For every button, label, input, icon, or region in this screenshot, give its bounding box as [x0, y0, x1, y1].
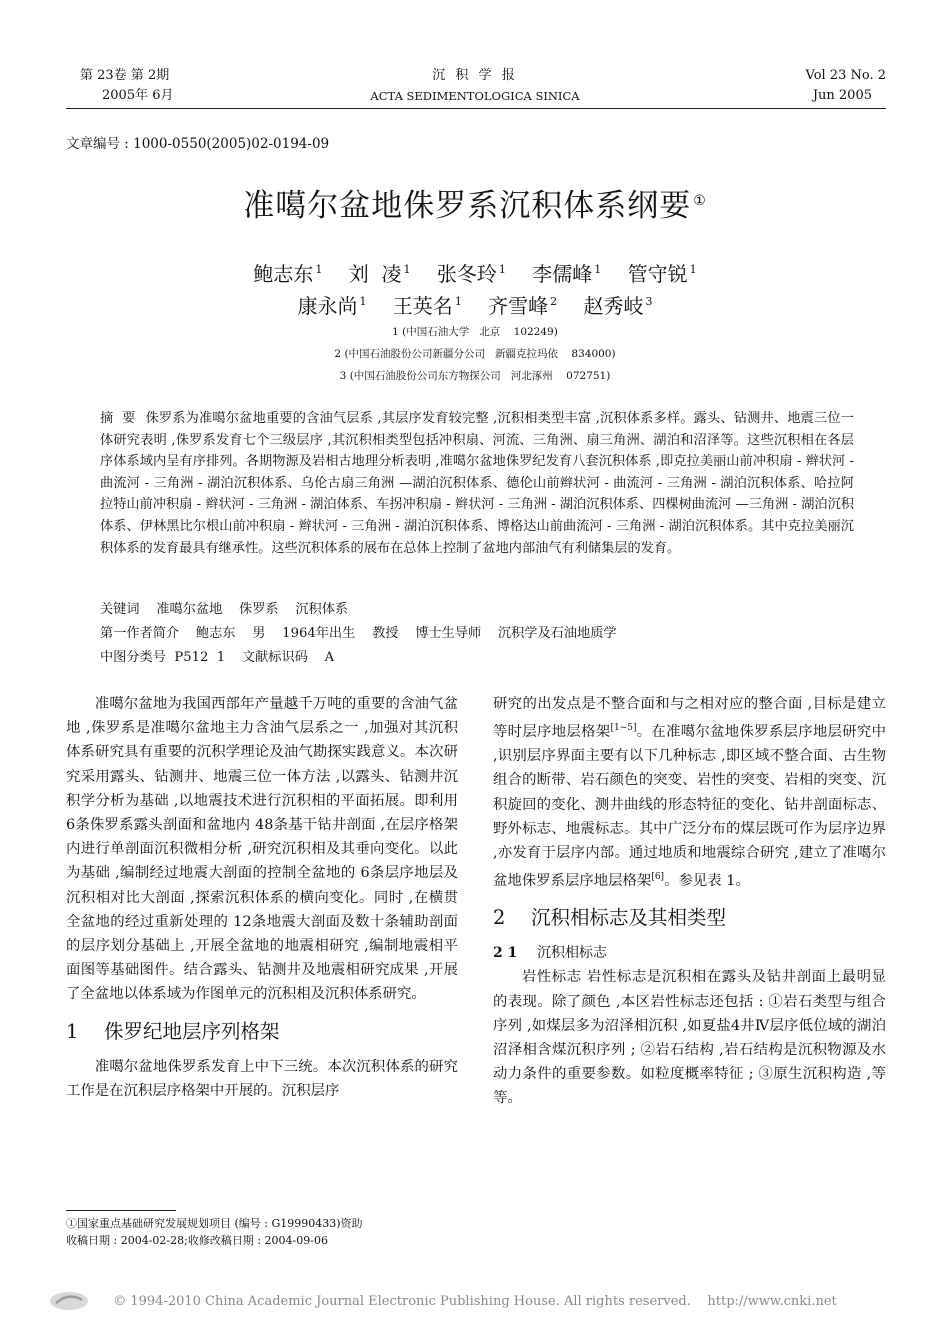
title-footnote-marker: ① — [693, 192, 707, 209]
author: 刘 凌 $^1$ — [348, 262, 411, 286]
section-2-title: 沉积相标志及其相类型 — [531, 906, 727, 930]
subsection-2-1-number: 2 1 — [493, 945, 518, 962]
sequence-paragraph: 研究的出发点是不整合面和与之相对应的整合面 ,目标是建立等时层序地层格架[1~5]。在准噶尔盆地侏罗系层序地层研究中 ,识别层序界面主要有以下几种标志 ,即区域不整合面、古生物组合的断带、岩石颜色的突变、岩性的突变、岩相的突变、沉积旋回的变化、测井曲线的形态特征的变化、钻井剖面标志、野外标志、地震标志。其中广泛分布的煤层既可作为层序边界 ,亦发育于层序内部。通过地质和地震综合研究 ,建立了准噶尔盆地侏罗系层序地层格架[6]。参见表 1。 — [493, 696, 886, 890]
journal-name — [330, 66, 620, 106]
author: 管守锐 $^1$ — [627, 262, 697, 286]
subsection-2-1-heading — [493, 941, 886, 965]
section-1-title: 侏罗纪地层序列格架 — [104, 1019, 280, 1043]
abstract-label: 摘 要 — [100, 411, 136, 426]
footnote-rule — [66, 1210, 176, 1211]
authors-row-2 — [0, 290, 950, 319]
article-number: 文章编号 : 1000-0550(2005)02-0194-09 — [66, 136, 330, 152]
section-1-number: 1 — [66, 1019, 79, 1043]
classification: 中图分类号 P512 1 文献标识码 A — [100, 650, 335, 665]
lithology-paragraph: 岩性标志 岩性标志是沉积相在露头及钻井剖面上最明显的表现。除了颜色 ,本区岩性标志还包括 : ①岩石类型与组合序列 ,如煤层多为沼泽相沉积 ,如夏盐4井Ⅳ层序低位域的湖泊沼泽相含煤沉积序列 ; ②岩石结构 ,岩石结构是沉积物源及水动力条件的重要参数。如粒度概率特征 ; ③原生沉积构造 ,等等。 — [493, 969, 886, 1107]
affiliation-3: 3 (中国石油股份公司东方物探公司 河北涿州 072751) — [339, 370, 611, 382]
paper-title — [0, 180, 950, 225]
affiliation-2: 2 (中国石油股份公司新疆分公司 新疆克拉玛依 834000) — [334, 348, 616, 360]
author: 赵秀岐 $^3$ — [583, 294, 653, 318]
intro-paragraph: 准噶尔盆地为我国西部年产量越千万吨的重要的含油气盆地 ,侏罗系是准噶尔盆地主力含油气层系之一 ,加强对其沉积体系研究具有重要的沉积学理论及油气勘探实践意义。本次研究采用露头、钻测井、地震三位一体方法 ,以露头、钻测井沉积学分析为基础 ,以地震技术进行沉积相的平面拓展。即利用 6条侏罗系露头剖面和盆地内 48条基干钻井剖面 ,在层序格架内进行单剖面沉积微相分析 ,研究沉积相及其垂向变化。以此为基础 ,编制经过地震大剖面的控制全盆地的 6条层序地层及沉积相对比大剖面 ,探索沉积体系的横向变化。同时 ,在横贯全盆地的经过重新处理的 12条地震大剖面及数十条辅助剖面的层序划分基础上 ,开展全盆地的地震相研究 ,编制地震相平面图等基础图件。结合露头、钻测井及地震相研究成果 ,开展了全盆地以体系域为作图单元的沉积相及沉积体系研究。 — [66, 696, 458, 1003]
issue-date-en: Jun 2005 — [812, 88, 872, 103]
authors-row-1 — [0, 258, 950, 287]
footnote-dates: 收稿日期 : 2004-02-28;收修改稿日期 : 2004-09-06 — [66, 1234, 328, 1247]
author: 康永尚 $^1$ — [297, 294, 367, 318]
first-author-bio: 第一作者简介 鲍志东 男 1964年出生 教授 博士生导师 沉积学及石油地质学 — [100, 626, 617, 641]
paper-title-text: 准噶尔盆地侏罗系沉积体系纲要 — [243, 188, 692, 224]
section-2-heading — [493, 903, 886, 933]
section-1-paragraph: 准噶尔盆地侏罗系发育上中下三统。本次沉积体系的研究工作是在沉积层序格架中开展的。沉积层序 — [66, 1058, 458, 1099]
citation: [1~5] — [610, 723, 637, 734]
abstract — [100, 408, 854, 559]
issue-volume: 第 23卷 第 2期 — [80, 68, 170, 83]
journal-issue-info-en — [806, 66, 887, 106]
section-2-number: 2 — [493, 906, 506, 930]
right-column — [493, 692, 886, 1111]
left-column — [66, 692, 458, 1103]
journal-name-cn: 沉 积 学 报 — [432, 68, 518, 83]
author: 鲍志东 $^1$ — [253, 262, 323, 286]
keywords: 关键词 准噶尔盆地 侏罗系 沉积体系 — [100, 602, 349, 617]
author: 张冬玲 $^1$ — [436, 262, 506, 286]
affiliation-1: 1 (中国石油大学 北京 102249) — [392, 326, 558, 338]
issue-volume-en: Vol 23 No. 2 — [805, 68, 886, 83]
header-rule — [66, 108, 886, 109]
issue-date: 2005年 6月 — [102, 88, 174, 103]
citation: [6] — [651, 872, 665, 883]
journal-name-en: ACTA SEDIMENTOLOGICA SINICA — [370, 89, 580, 103]
footnote-funding: ①国家重点基础研究发展规划项目 (编号 : G19990433)资助 — [66, 1217, 363, 1230]
copyright-notice: © 1994-2010 China Academic Journal Electronic Publishing House. All rights reserved. http://www.cnki.net — [113, 1294, 837, 1309]
journal-issue-info — [80, 66, 174, 106]
subsection-2-1-title: 沉积相标志 — [537, 945, 607, 962]
author: 王英名 $^1$ — [392, 294, 462, 318]
author: 齐雪峰 $^2$ — [488, 294, 558, 318]
section-1-heading — [66, 1017, 458, 1047]
abstract-text: 侏罗系为准噶尔盆地重要的含油气层系 ,其层序发育较完整 ,沉积相类型丰富 ,沉积体系多样。露头、钻测井、地震三位一体研究表明 ,侏罗系发育七个三级层序 ,其沉积相类型包括冲积扇、河流、三角洲、扇三角洲、湖泊和沼泽等。这些沉积相在各层序体系域内呈有序排列。各期物源及岩相古地理分析表明 ,准噶尔盆地侏罗纪发育八套沉积体系 ,即克拉美丽山前冲积扇 - 辫状河 - 曲流河 - 三角洲 - 湖泊沉积体系、乌伦古扇三角洲 —湖泊沉积体系、德伦山前辫状河 - 曲流河 - 三角洲 - 湖泊沉积体系、哈拉阿拉特山前冲积扇 - 辫状河 - 三角洲 - 湖泊体系、车拐冲积扇 - 辫状河 - 三角洲 - 湖泊沉积体系、四棵树曲流河 —三角洲 - 湖泊沉积体系、伊林黑比尔根山前冲积扇 - 辫状河 - 三角洲 - 湖泊沉积体系、博格达山前曲流河 - 三角洲 - 湖泊沉积体系。其中克拉美丽沉积体系的发育最具有继承性。这些沉积体系的展布在总体上控制了盆地内部油气有利储集层的发育。 — [100, 411, 854, 556]
author: 李儒峰 $^1$ — [532, 262, 602, 286]
